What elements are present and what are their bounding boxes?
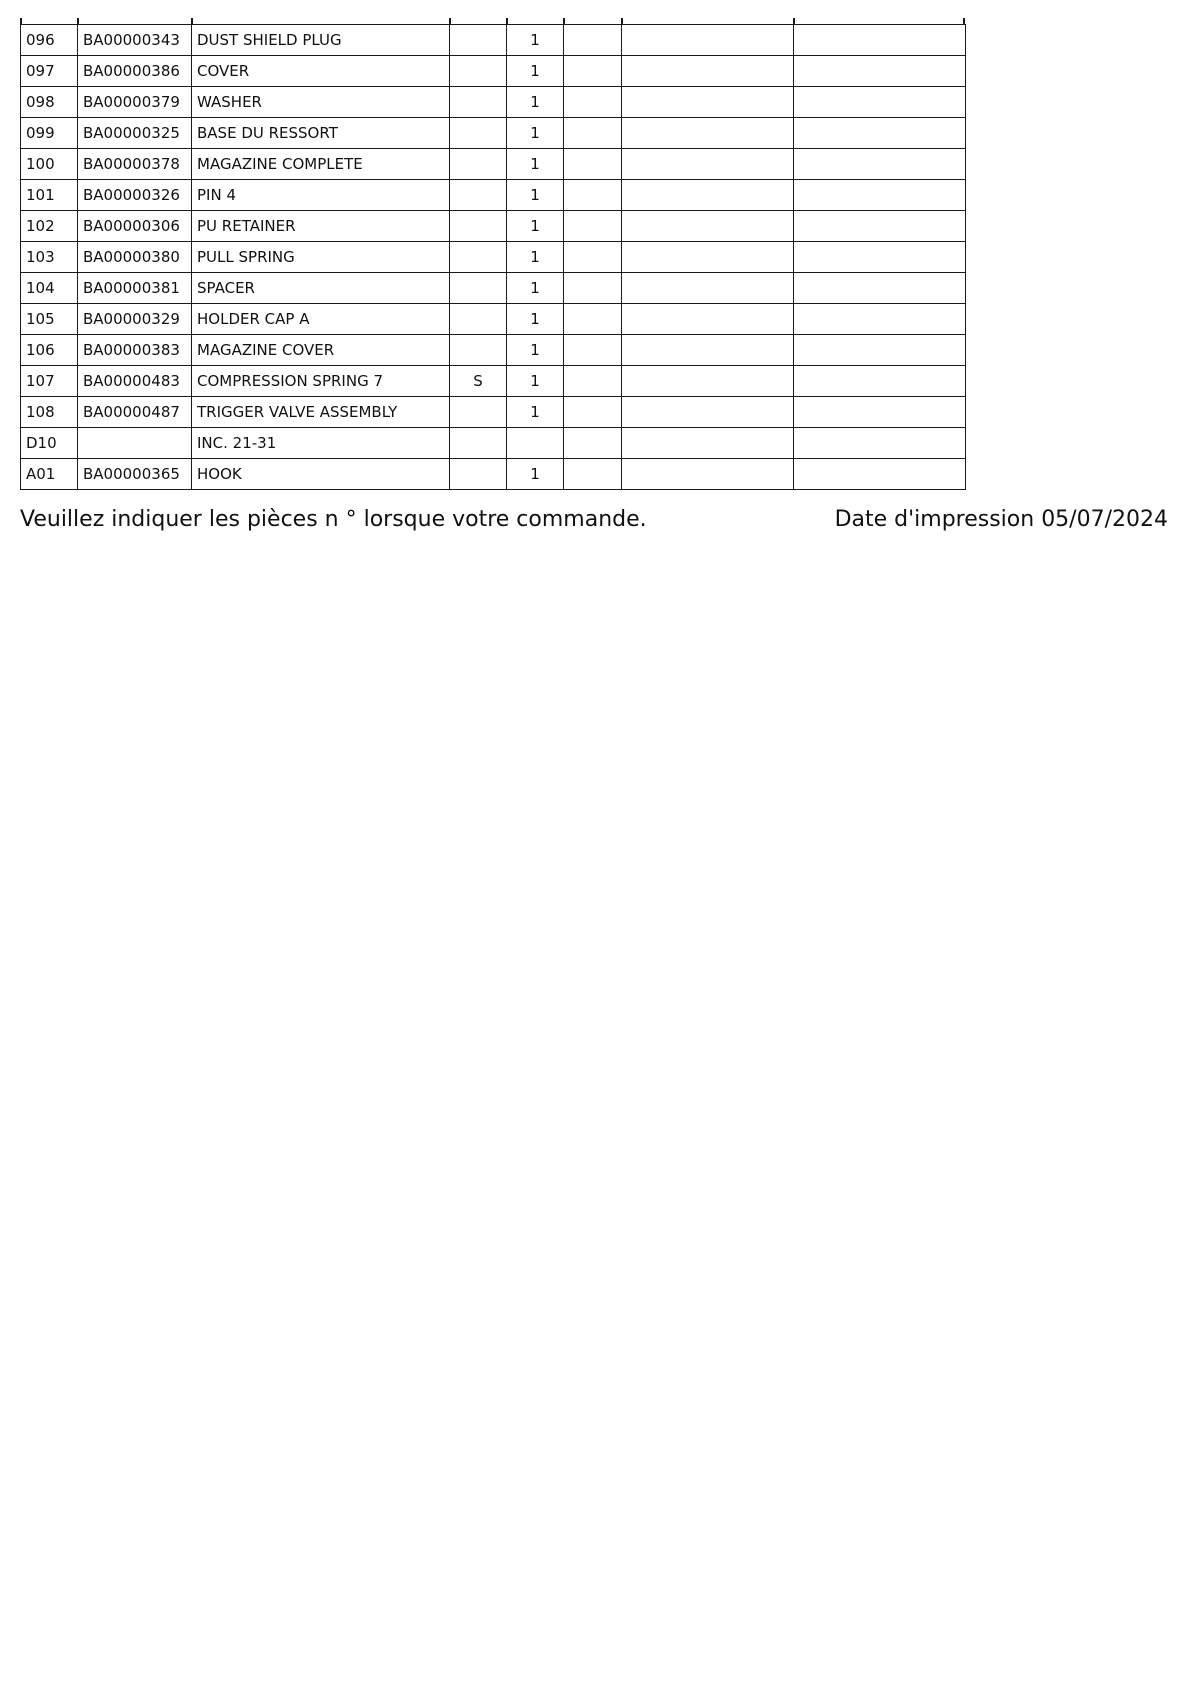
empty-cell <box>564 242 622 273</box>
empty-cell <box>794 335 966 366</box>
part-code-cell: BA00000329 <box>78 304 192 335</box>
part-code-cell: BA00000386 <box>78 56 192 87</box>
empty-cell <box>622 459 794 490</box>
empty-cell <box>794 428 966 459</box>
part-flag-cell <box>450 118 507 149</box>
empty-cell <box>564 459 622 490</box>
part-quantity-cell: 1 <box>507 56 564 87</box>
table-row <box>21 242 966 273</box>
part-quantity-cell <box>507 428 564 459</box>
empty-cell <box>622 335 794 366</box>
part-code-cell: BA00000379 <box>78 87 192 118</box>
part-flag-cell <box>450 180 507 211</box>
empty-cell <box>794 242 966 273</box>
part-flag-cell <box>450 459 507 490</box>
part-flag-cell <box>450 273 507 304</box>
part-description-cell: COVER <box>192 56 450 87</box>
empty-cell <box>564 428 622 459</box>
empty-cell <box>622 211 794 242</box>
empty-cell <box>794 56 966 87</box>
part-code-cell <box>78 428 192 459</box>
part-flag-cell <box>450 335 507 366</box>
part-description-cell: HOOK <box>192 459 450 490</box>
empty-cell <box>564 335 622 366</box>
table-row <box>21 149 966 180</box>
part-number-cell: 097 <box>21 56 78 87</box>
table-row <box>21 428 966 459</box>
empty-cell <box>564 304 622 335</box>
part-number-cell: 096 <box>21 25 78 56</box>
empty-cell <box>794 397 966 428</box>
table-row <box>21 459 966 490</box>
part-code-cell: BA00000483 <box>78 366 192 397</box>
part-number-cell: 101 <box>21 180 78 211</box>
empty-cell <box>622 428 794 459</box>
part-flag-cell <box>450 304 507 335</box>
part-number-cell: 106 <box>21 335 78 366</box>
part-flag-cell <box>450 25 507 56</box>
table-row <box>21 211 966 242</box>
table-row <box>21 366 966 397</box>
empty-cell <box>564 273 622 304</box>
empty-cell <box>564 149 622 180</box>
empty-cell <box>564 25 622 56</box>
part-flag-cell <box>450 211 507 242</box>
part-flag-cell <box>450 87 507 118</box>
empty-cell <box>794 366 966 397</box>
part-description-cell: MAGAZINE COMPLETE <box>192 149 450 180</box>
part-quantity-cell: 1 <box>507 335 564 366</box>
part-quantity-cell: 1 <box>507 180 564 211</box>
part-number-cell: D10 <box>21 428 78 459</box>
empty-cell <box>794 273 966 304</box>
part-description-cell: MAGAZINE COVER <box>192 335 450 366</box>
part-description-cell: PIN 4 <box>192 180 450 211</box>
part-flag-cell <box>450 149 507 180</box>
part-quantity-cell: 1 <box>507 149 564 180</box>
part-number-cell: 107 <box>21 366 78 397</box>
part-code-cell: BA00000380 <box>78 242 192 273</box>
part-number-cell: 108 <box>21 397 78 428</box>
part-description-cell: SPACER <box>192 273 450 304</box>
part-number-cell: 105 <box>21 304 78 335</box>
part-code-cell: BA00000365 <box>78 459 192 490</box>
empty-cell <box>564 118 622 149</box>
part-quantity-cell: 1 <box>507 118 564 149</box>
empty-cell <box>622 242 794 273</box>
part-description-cell: PULL SPRING <box>192 242 450 273</box>
empty-cell <box>794 304 966 335</box>
table-row <box>21 273 966 304</box>
part-description-cell: BASE DU RESSORT <box>192 118 450 149</box>
empty-cell <box>622 304 794 335</box>
part-code-cell: BA00000306 <box>78 211 192 242</box>
empty-cell <box>564 56 622 87</box>
part-number-cell: 103 <box>21 242 78 273</box>
part-flag-cell <box>450 397 507 428</box>
empty-cell <box>622 397 794 428</box>
part-quantity-cell: 1 <box>507 304 564 335</box>
empty-cell <box>794 149 966 180</box>
part-flag-cell <box>450 428 507 459</box>
part-quantity-cell: 1 <box>507 242 564 273</box>
part-quantity-cell: 1 <box>507 459 564 490</box>
part-code-cell: BA00000325 <box>78 118 192 149</box>
empty-cell <box>794 87 966 118</box>
empty-cell <box>622 25 794 56</box>
part-code-cell: BA00000326 <box>78 180 192 211</box>
empty-cell <box>564 397 622 428</box>
empty-cell <box>794 211 966 242</box>
empty-cell <box>564 211 622 242</box>
table-row <box>21 304 966 335</box>
part-code-cell: BA00000381 <box>78 273 192 304</box>
empty-cell <box>622 180 794 211</box>
table-row <box>21 87 966 118</box>
part-number-cell: 102 <box>21 211 78 242</box>
part-description-cell: COMPRESSION SPRING 7 <box>192 366 450 397</box>
table-row <box>21 25 966 56</box>
empty-cell <box>622 273 794 304</box>
empty-cell <box>622 366 794 397</box>
part-number-cell: 100 <box>21 149 78 180</box>
empty-cell <box>622 56 794 87</box>
part-flag-cell <box>450 242 507 273</box>
empty-cell <box>564 87 622 118</box>
part-description-cell: INC. 21-31 <box>192 428 450 459</box>
part-code-cell: BA00000343 <box>78 25 192 56</box>
empty-cell <box>794 25 966 56</box>
empty-cell <box>564 366 622 397</box>
part-description-cell: HOLDER CAP A <box>192 304 450 335</box>
part-number-cell: A01 <box>21 459 78 490</box>
part-flag-cell <box>450 56 507 87</box>
part-quantity-cell: 1 <box>507 273 564 304</box>
table-row <box>21 180 966 211</box>
part-number-cell: 098 <box>21 87 78 118</box>
part-quantity-cell: 1 <box>507 211 564 242</box>
part-description-cell: PU RETAINER <box>192 211 450 242</box>
part-quantity-cell: 1 <box>507 87 564 118</box>
part-quantity-cell: 1 <box>507 25 564 56</box>
part-description-cell: TRIGGER VALVE ASSEMBLY <box>192 397 450 428</box>
empty-cell <box>622 149 794 180</box>
part-description-cell: DUST SHIELD PLUG <box>192 25 450 56</box>
table-row <box>21 397 966 428</box>
order-instruction-note: Veuillez indiquer les pièces n ° lorsque votre commande. <box>20 507 647 532</box>
part-quantity-cell: 1 <box>507 366 564 397</box>
parts-table-body <box>21 25 966 490</box>
print-date: Date d'impression 05/07/2024 <box>834 507 1168 532</box>
empty-cell <box>794 118 966 149</box>
empty-cell <box>794 180 966 211</box>
empty-cell <box>622 118 794 149</box>
part-code-cell: BA00000487 <box>78 397 192 428</box>
part-code-cell: BA00000378 <box>78 149 192 180</box>
part-number-cell: 104 <box>21 273 78 304</box>
table-row <box>21 118 966 149</box>
part-description-cell: WASHER <box>192 87 450 118</box>
empty-cell <box>564 180 622 211</box>
table-row <box>21 56 966 87</box>
empty-cell <box>622 87 794 118</box>
parts-table <box>20 24 966 490</box>
table-row <box>21 335 966 366</box>
part-number-cell: 099 <box>21 118 78 149</box>
part-flag-cell: S <box>450 366 507 397</box>
empty-cell <box>794 459 966 490</box>
part-code-cell: BA00000383 <box>78 335 192 366</box>
part-quantity-cell: 1 <box>507 397 564 428</box>
